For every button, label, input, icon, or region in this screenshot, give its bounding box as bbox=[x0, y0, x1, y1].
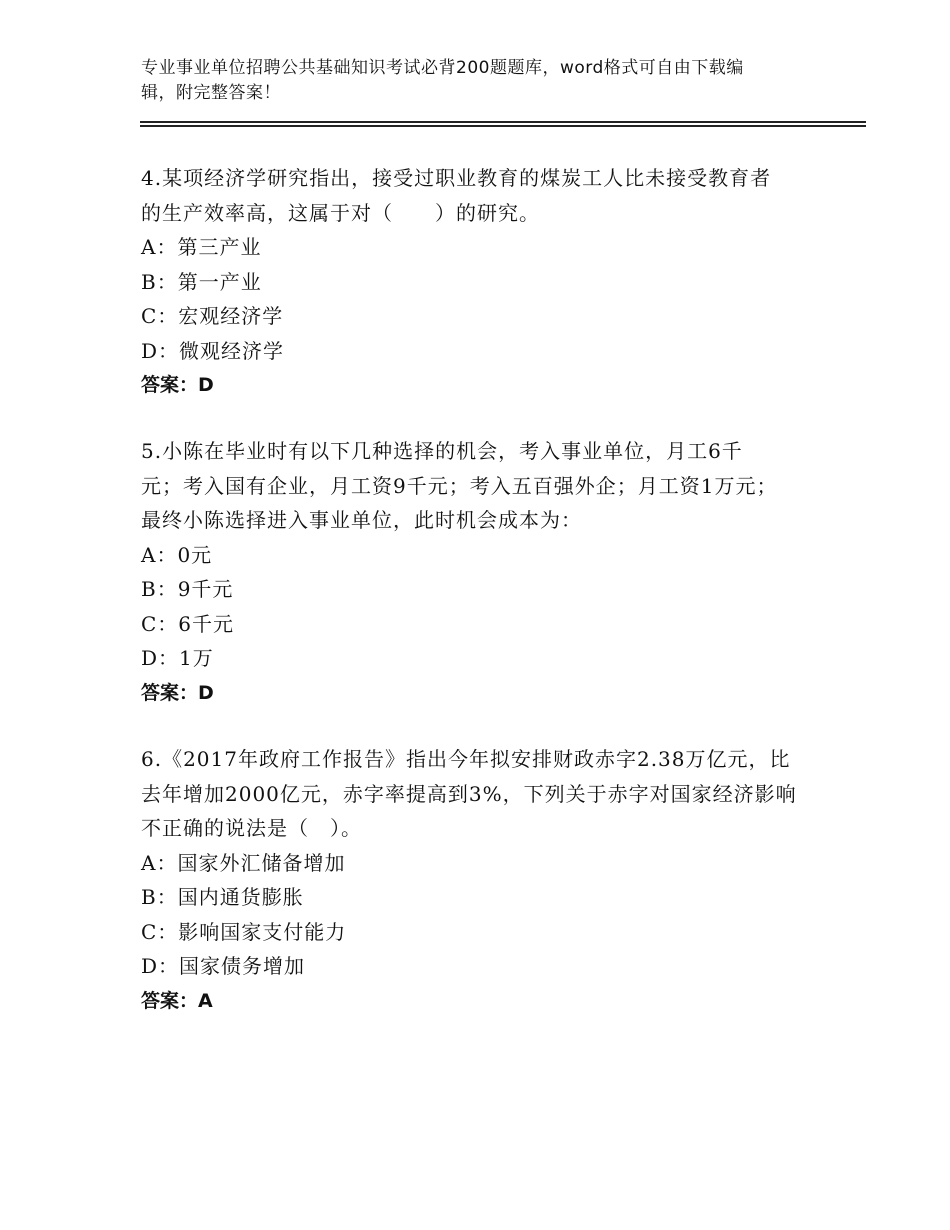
stem-line: 元；考入国有企业，月工资9千元；考入五百强外企；月工资1万元； bbox=[141, 473, 778, 498]
stem-line: 5.小陈在毕业时有以下几种选择的机会，考入事业单位，月工6千 bbox=[141, 439, 743, 463]
option-b: B：第一产业 bbox=[141, 269, 262, 294]
question-5 bbox=[141, 434, 821, 710]
stem-line: 最终小陈选择进入事业单位，此时机会成本为： bbox=[141, 508, 582, 532]
option-a: A：0元 bbox=[141, 542, 213, 567]
stem-line: 6.《2017年政府工作报告》指出今年拟安排财政赤字2.38万亿元，比 bbox=[141, 747, 791, 771]
stem-line: 不正确的说法是（ ）。 bbox=[141, 816, 362, 840]
option-d: D：国家债务增加 bbox=[141, 954, 306, 978]
question-4 bbox=[141, 161, 821, 403]
header-line-2: 辑，附完整答案！ bbox=[141, 83, 281, 103]
option-b: B：国内通货膨胀 bbox=[141, 885, 304, 909]
question-stem bbox=[141, 742, 821, 846]
stem-line: 去年增加2000亿元，赤字率提高到3%，下列关于赤字对国家经济影响 bbox=[141, 781, 797, 806]
question-stem bbox=[141, 161, 821, 230]
document-header bbox=[141, 56, 801, 106]
header-line-1: 专业事业单位招聘公共基础知识考试必背200题题库，word格式可自由下载编 bbox=[141, 58, 744, 78]
question-6 bbox=[141, 742, 821, 1018]
answer: 答案：A bbox=[141, 989, 213, 1012]
option-c: C：6千元 bbox=[141, 611, 235, 636]
question-stem bbox=[141, 434, 821, 538]
answer: 答案：D bbox=[141, 374, 214, 396]
header-divider-top bbox=[140, 121, 866, 123]
option-b: B：9千元 bbox=[141, 577, 234, 601]
option-c: C：宏观经济学 bbox=[141, 304, 284, 328]
option-d: D：微观经济学 bbox=[141, 338, 285, 363]
answer: 答案：D bbox=[141, 681, 214, 704]
option-d: D：1万 bbox=[141, 646, 214, 670]
header-divider-bottom bbox=[140, 125, 866, 127]
stem-line: 的生产效率高，这属于对（ ）的研究。 bbox=[141, 200, 540, 225]
option-c: C：影响国家支付能力 bbox=[141, 919, 347, 944]
option-a: A：第三产业 bbox=[141, 235, 262, 259]
option-a: A：国家外汇储备增加 bbox=[141, 850, 346, 875]
stem-line: 4.某项经济学研究指出，接受过职业教育的煤炭工人比未接受教育者 bbox=[141, 166, 772, 190]
